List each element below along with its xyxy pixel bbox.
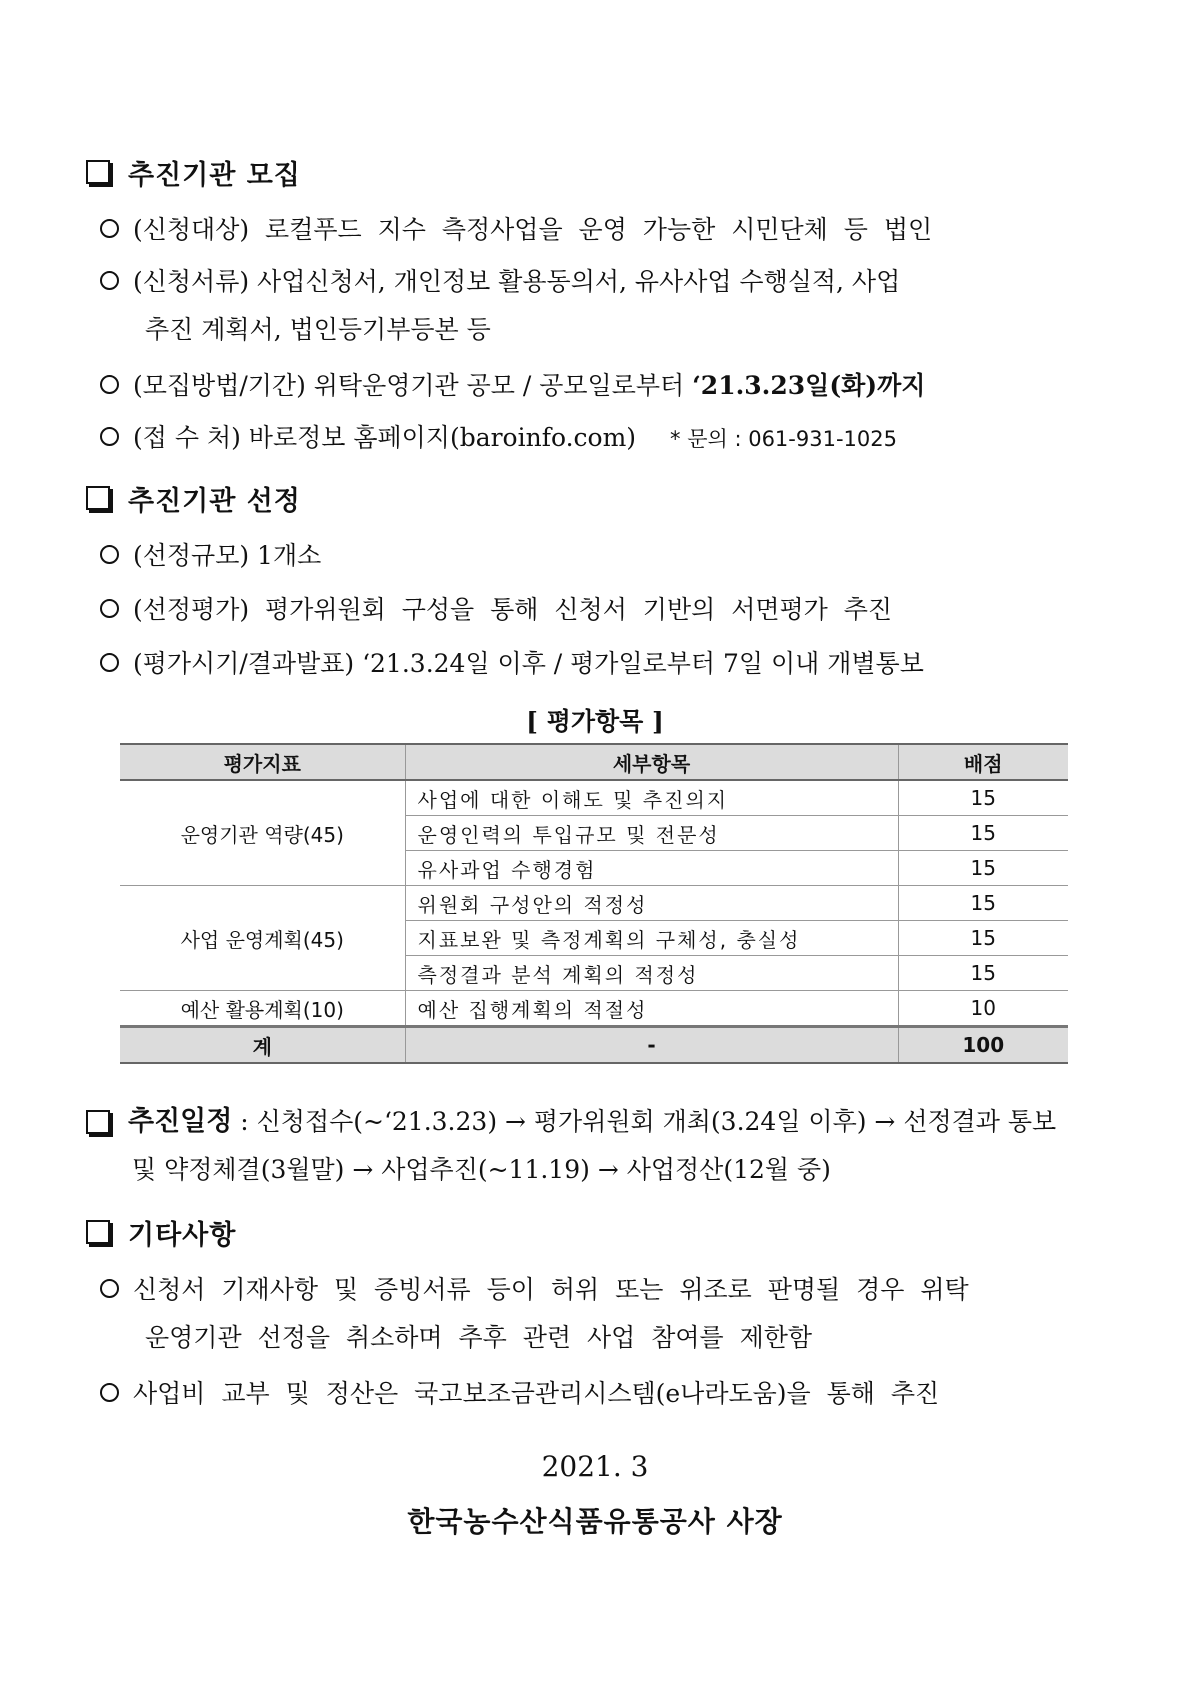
checkbox-bullet-icon [86, 1110, 110, 1134]
indicator-cell: 운영기관 역량(45) [120, 780, 405, 886]
column-header: 세부항목 [405, 744, 898, 780]
item-cell: 예산 집행계획의 적절성 [405, 991, 898, 1027]
list-item: 사업비 교부 및 정산은 국고보조금관리시스템(e나라도움)을 통해 추진 [100, 1370, 939, 1418]
circle-bullet-icon [100, 219, 119, 238]
circle-bullet-icon [100, 653, 119, 672]
list-item: (모집방법/기간) 위탁운영기관 공모 / 공모일로부터 ‘21.3.23일(화)까지 [100, 362, 925, 410]
total-score: 100 [898, 1027, 1068, 1064]
contact-note: * 문의 : 061-931-1025 [670, 427, 897, 451]
list-item: (선정평가) 평가위원회 구성을 통해 신청서 기반의 서면평가 추진 [100, 586, 892, 634]
deadline-text: ‘21.3.23일(화)까지 [692, 371, 926, 400]
item-cell: 사업에 대한 이해도 및 추진의지 [405, 780, 898, 816]
circle-bullet-icon [100, 545, 119, 564]
table-row [120, 886, 1068, 921]
item-cell: 운영인력의 투입규모 및 전문성 [405, 816, 898, 851]
section-title: 추진일정 [128, 1106, 233, 1137]
circle-bullet-icon [100, 599, 119, 618]
schedule-line-2: 및 약정체결(3월말) → 사업추진(~11.19) → 사업정산(12월 중) [132, 1155, 831, 1184]
score-cell: 15 [898, 956, 1068, 991]
table-row [120, 991, 1068, 1027]
score-cell: 15 [898, 780, 1068, 816]
column-header: 배점 [898, 744, 1068, 780]
list-item: (신청대상) 로컬푸드 지수 측정사업을 운영 가능한 시민단체 등 법인 [100, 206, 932, 254]
score-cell: 10 [898, 991, 1068, 1027]
section-title: 기타사항 [128, 1219, 237, 1251]
table-total-row [120, 1027, 1068, 1064]
circle-bullet-icon [100, 1279, 119, 1298]
checkbox-bullet-icon [86, 160, 110, 184]
issue-date: 2021. 3 [541, 1450, 649, 1483]
table-row [120, 780, 1068, 816]
circle-bullet-icon [100, 1383, 119, 1402]
indicator-cell: 사업 운영계획(45) [120, 886, 405, 991]
list-item-continuation: 운영기관 선정을 취소하며 추후 관련 사업 참여를 제한함 [145, 1323, 813, 1352]
issuer-name: 한국농수산식품유통공사 사장 [407, 1505, 783, 1538]
score-cell: 15 [898, 921, 1068, 956]
score-cell: 15 [898, 816, 1068, 851]
circle-bullet-icon [100, 427, 119, 446]
item-cell: 측정결과 분석 계획의 적정성 [405, 956, 898, 991]
checkbox-bullet-icon [86, 1220, 110, 1244]
table-caption: [ 평가항목 ] [526, 707, 664, 736]
total-label: 계 [120, 1027, 405, 1064]
table-header-row [120, 744, 1068, 780]
item-cell: 위원회 구성안의 적정성 [405, 886, 898, 921]
section-recruit-heading [84, 152, 301, 192]
section-title: 추진기관 모집 [128, 159, 301, 191]
schedule-line-1: : 신청접수(~‘21.3.23) → 평가위원회 개최(3.24일 이후) → 선정결과 통보 [232, 1107, 1057, 1136]
score-cell: 15 [898, 851, 1068, 886]
indicator-cell: 예산 활용계획(10) [120, 991, 405, 1027]
list-item: (접 수 처) 바로정보 홈페이지(baroinfo.com) * 문의 : 061-931-1025 [100, 414, 897, 463]
checkbox-bullet-icon [86, 486, 110, 510]
item-cell: 지표보완 및 측정계획의 구체성, 충실성 [405, 921, 898, 956]
total-item: - [405, 1027, 898, 1064]
circle-bullet-icon [100, 375, 119, 394]
section-schedule [84, 1098, 1114, 1194]
evaluation-table [120, 743, 1068, 1064]
list-item: (신청서류) 사업신청서, 개인정보 활용동의서, 유사사업 수행실적, 사업 [100, 258, 900, 306]
circle-bullet-icon [100, 271, 119, 290]
item-cell: 유사과업 수행경험 [405, 851, 898, 886]
list-item: 신청서 기재사항 및 증빙서류 등이 허위 또는 위조로 판명될 경우 위탁 [100, 1266, 969, 1314]
column-header: 평가지표 [120, 744, 405, 780]
list-item: (선정규모) 1개소 [100, 532, 321, 580]
score-cell: 15 [898, 886, 1068, 921]
section-other-heading [84, 1212, 236, 1252]
list-item-continuation: 추진 계획서, 법인등기부등본 등 [145, 315, 491, 344]
section-select-heading [84, 478, 301, 518]
list-item: (평가시기/결과발표) ‘21.3.24일 이후 / 평가일로부터 7일 이내 개별통보 [100, 640, 924, 688]
section-title: 추진기관 선정 [128, 485, 301, 517]
